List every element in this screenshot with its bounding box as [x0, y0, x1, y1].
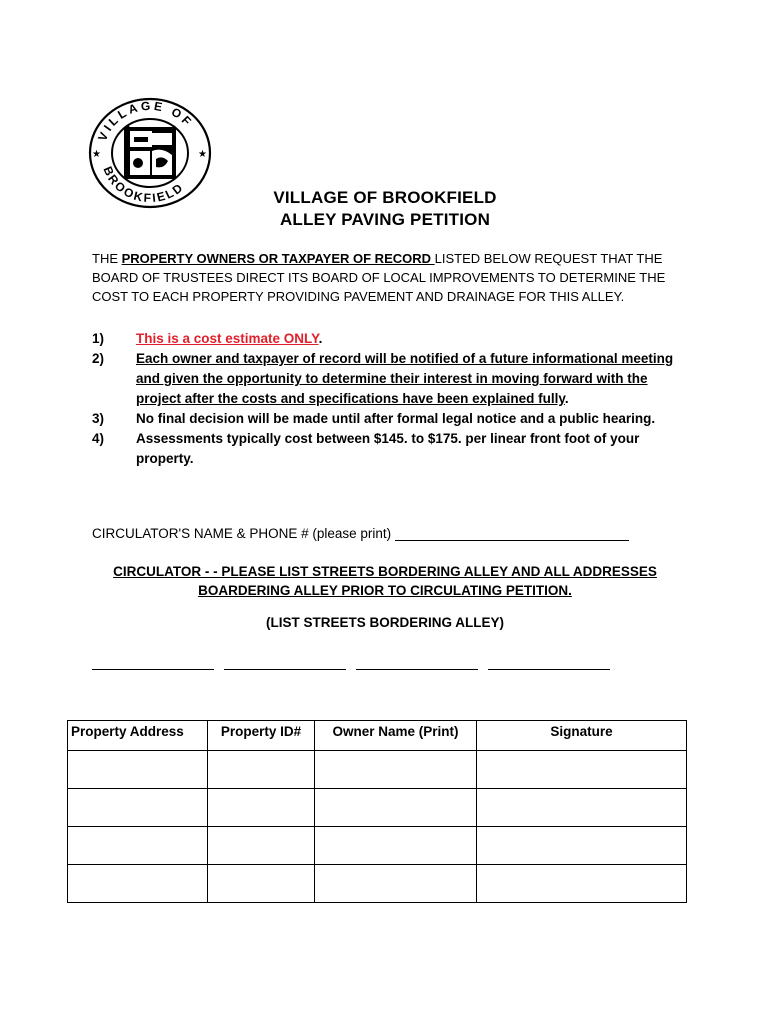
table-cell[interactable]: [208, 751, 315, 789]
street-blanks: [92, 652, 620, 670]
list-item: [92, 409, 692, 429]
circulator-instructions: [0, 562, 770, 600]
signature-table: [67, 720, 687, 903]
table-cell[interactable]: [315, 751, 477, 789]
list-item-number: 4): [92, 431, 105, 446]
table-cell[interactable]: [208, 865, 315, 903]
header-property-id: Property ID#: [208, 721, 315, 751]
list-item-text: Assessments typically cost between $145. to $175. per linear front foot of your property.: [136, 431, 640, 466]
list-item: [92, 329, 692, 349]
table-cell[interactable]: [68, 827, 208, 865]
table-cell[interactable]: [208, 827, 315, 865]
table-cell[interactable]: [315, 865, 477, 903]
street-field[interactable]: [356, 655, 478, 670]
table-cell[interactable]: [68, 751, 208, 789]
circulator-name-field[interactable]: [395, 527, 629, 541]
list-item-suffix: .: [564, 391, 569, 406]
intro-rest: LISTED BELOW REQUEST THAT THE BOARD OF TRUSTEES DIRECT ITS BOARD OF LOCAL IMPROVEMENTS TO DETERMINE THE COST TO EACH PROPERTY PROVIDING PAVEMENT AND DRAINAGE FOR THIS ALLEY.: [92, 251, 666, 304]
header-owner-name: Owner Name (Print): [315, 721, 477, 751]
table-cell[interactable]: [208, 789, 315, 827]
document-title-line2: ALLEY PAVING PETITION: [279, 210, 491, 229]
list-item-text: No final decision will be made until after formal legal notice and a public hearing.: [136, 411, 656, 426]
table-row: [68, 827, 687, 865]
table-cell[interactable]: [68, 865, 208, 903]
intro-paragraph: [92, 249, 672, 306]
circulator-instruction-line1: CIRCULATOR - - PLEASE LIST STREETS BORDERING ALLEY AND ALL ADDRESSES: [113, 564, 657, 579]
list-item-text: This is a cost estimate ONLY: [136, 331, 319, 346]
circulator-instruction-line2: BOARDERING ALLEY PRIOR TO CIRCULATING PETITION.: [198, 583, 572, 598]
header-signature: Signature: [477, 721, 687, 751]
table-row: [68, 751, 687, 789]
document-title-line1: VILLAGE OF BROOKFIELD: [273, 188, 497, 207]
intro-prefix: THE: [92, 251, 122, 266]
street-field[interactable]: [488, 655, 610, 670]
table-cell[interactable]: [315, 827, 477, 865]
list-item-suffix: .: [318, 331, 323, 346]
table-header-row: [68, 721, 687, 751]
street-field[interactable]: [92, 655, 214, 670]
list-streets-heading: (LIST STREETS BORDERING ALLEY): [265, 615, 504, 630]
list-item-number: 3): [92, 411, 105, 426]
seal-star-left: ★: [92, 149, 101, 160]
list-item-number: 1): [92, 331, 105, 346]
petition-terms-list: [92, 329, 692, 469]
intro-emphasis: PROPERTY OWNERS OR TAXPAYER OF RECORD: [121, 251, 435, 266]
header-property-address: Property Address: [68, 721, 208, 751]
circulator-label: CIRCULATOR'S NAME & PHONE # (please print): [92, 526, 395, 541]
table-cell[interactable]: [477, 827, 687, 865]
seal-arc-top: VILLAGE OF: [95, 98, 196, 144]
table-cell[interactable]: [477, 789, 687, 827]
street-field[interactable]: [224, 655, 346, 670]
seal-arc-bottom: BROOKFIELD: [100, 164, 187, 206]
seal-star-right: ★: [198, 149, 207, 160]
table-cell[interactable]: [477, 751, 687, 789]
table-cell[interactable]: [477, 865, 687, 903]
table-cell[interactable]: [68, 789, 208, 827]
list-item: [92, 349, 692, 409]
table-row: [68, 789, 687, 827]
list-item: [92, 429, 692, 469]
table-row: [68, 865, 687, 903]
list-item-number: 2): [92, 351, 105, 366]
list-item-text: Each owner and taxpayer of record will be notified of a future informational meeting and given the opportunity to determine their interest in moving forward with the project after the costs and specifications have been explained fully: [136, 351, 674, 406]
table-cell[interactable]: [315, 789, 477, 827]
circulator-name-line: [92, 526, 629, 541]
